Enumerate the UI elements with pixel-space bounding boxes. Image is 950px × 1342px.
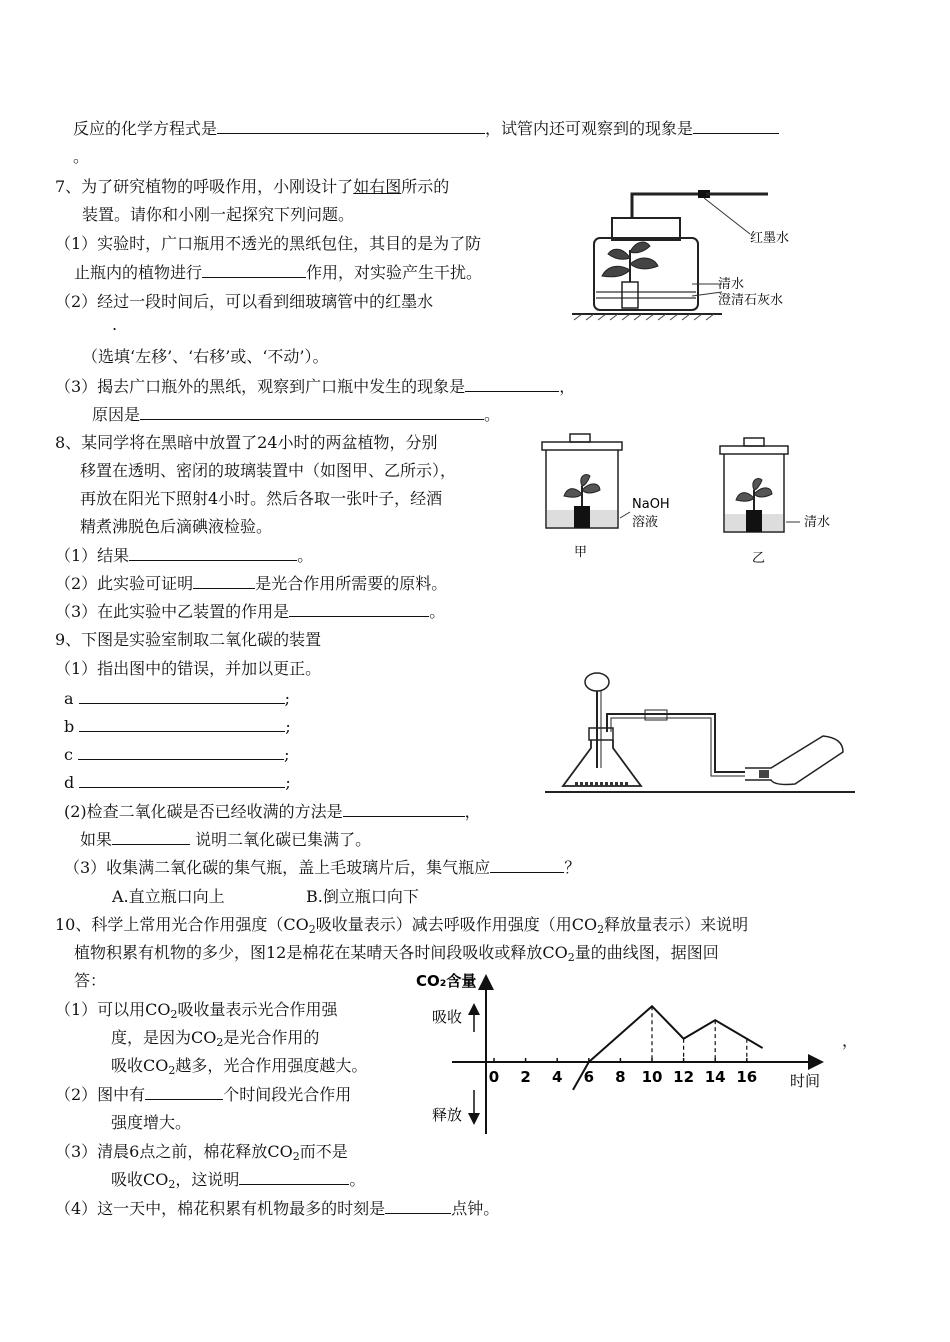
q9-item-a: a ; — [64, 689, 291, 708]
answer-blank[interactable] — [140, 404, 484, 420]
q9-item-c: c ; — [64, 745, 290, 764]
q7-part1: （1）实验时，广口瓶用不透光的黑纸包住，其目的是为了防 — [55, 234, 482, 253]
q9-apparatus-figure — [545, 668, 855, 796]
answer-blank[interactable] — [490, 857, 564, 873]
glass-tube — [632, 194, 706, 218]
q8-line1: 8、某同学将在黑暗中放置了24小时的两盆植物，分别 — [55, 433, 438, 452]
answer-blank[interactable] — [693, 118, 779, 134]
q8-bell-jar-figure — [530, 428, 850, 573]
x-tick-label: 10 — [641, 1068, 663, 1086]
q9-part3: （3）收集满二氧化碳的集气瓶，盖上毛玻璃片后，集气瓶应 ？ — [64, 858, 581, 877]
label-red-ink: 红墨水 — [750, 231, 790, 246]
q8-part3: （3）在此实验中乙装置的作用是 。 — [55, 602, 446, 621]
jar-jia-lid — [542, 442, 622, 450]
q7-part3-reason: 原因是 。 — [92, 405, 501, 424]
bag-clip — [759, 770, 769, 778]
q10-part1: （1）可以用$CO_2$吸收量表示光合作用强 — [55, 1000, 338, 1021]
q10-line2: 植物积累有机物的多少，图12是棉花在某晴天各时间段吸收或释放$CO_2$量的曲线图，据图回 — [74, 943, 719, 964]
jar-yi-leaves — [736, 478, 772, 501]
q9-part2: (2)检查二氧化碳是否已经收满的方法是 ， — [64, 802, 481, 821]
flask-body — [563, 740, 641, 786]
continuation-line: 反应的化学方程式是 ，试管内还可观察到的现象是 — [73, 118, 779, 140]
label-water: 清水 — [804, 515, 831, 530]
q7-title-2: 装置。请你和小刚一起探究下列问题。 — [82, 205, 355, 224]
q9-option-b[interactable]: B.倒立瓶口向下 — [306, 887, 419, 906]
label-yi: 乙 — [752, 551, 766, 566]
q7-part2-dot: . — [112, 315, 118, 334]
answer-blank[interactable] — [129, 545, 297, 561]
q9-item-d: d ; — [64, 773, 291, 792]
q10-part2-cont: 强度增大。 — [111, 1113, 192, 1132]
label-naoh: NaOH — [632, 497, 670, 512]
ink-pointer — [704, 198, 750, 234]
answer-blank[interactable] — [343, 801, 465, 817]
q7-part2-options: （选填‘左移’、‘右移’或、‘不动’）。 — [82, 347, 329, 366]
q8-line2: 移置在透明、密闭的玻璃装置中（如图甲、乙所示）， — [80, 461, 457, 480]
q10-part1-line2: 度，是因为$CO_2$是光合作用的 — [111, 1028, 320, 1049]
x-axis-label: 时间 — [790, 1072, 821, 1090]
q9-title: 9、下图是实验室制取二氧化碳的装置 — [55, 630, 322, 649]
q8-line3: 再放在阳光下照射4小时。然后各取一张叶子，经酒 — [80, 489, 443, 508]
label-jia: 甲 — [574, 545, 588, 560]
answer-blank[interactable] — [112, 829, 190, 845]
q10-line1: 10、科学上常用光合作用强度（$CO_2$吸收量表示）减去呼吸作用强度（用$CO_2$释放量表示）来说明 — [55, 915, 749, 936]
q7-jar-figure — [572, 180, 842, 325]
answer-blank[interactable] — [289, 601, 429, 617]
jar-jia-knob — [570, 434, 590, 442]
co2-series-line — [573, 1006, 763, 1090]
x-tick-label: 2 — [520, 1068, 531, 1086]
co2-curve-chart — [410, 962, 830, 1144]
q10-line3: 答： — [74, 971, 107, 990]
label-limewater: 澄清石灰水 — [718, 293, 784, 308]
x-tick-label: 14 — [704, 1068, 726, 1086]
answer-blank[interactable] — [145, 1084, 223, 1100]
label-water: 清水 — [718, 277, 745, 292]
label-solution: 溶液 — [632, 515, 659, 530]
q9-item-b: b ; — [64, 717, 291, 736]
q10-part4: （4）这一天中，棉花积累有机物最多的时刻是 点钟。 — [55, 1199, 500, 1218]
jar-jia-leaves — [564, 474, 600, 497]
naoh-pointer — [620, 512, 630, 518]
q10-part3: （3）清晨6点之前，棉花释放$CO_2$而不是 — [55, 1142, 348, 1163]
answer-blank[interactable] — [217, 118, 485, 134]
q8-line4: 精煮沸脱色后滴碘液检验。 — [80, 517, 273, 536]
answer-blank[interactable] — [79, 772, 285, 788]
chart-title: CO₂含量 — [416, 972, 477, 990]
x-tick-label: 6 — [583, 1068, 595, 1086]
answer-blank[interactable] — [79, 688, 285, 704]
jar-yi-pot — [746, 510, 762, 532]
pot — [622, 282, 638, 308]
q7-part3: （3）揭去广口瓶外的黑纸，观察到广口瓶中发生的现象是 ， — [55, 377, 576, 396]
jar-jia-pot — [574, 506, 590, 528]
q10-part2: （2）图中有 个时间段光合作用 — [55, 1085, 352, 1104]
q9-part2-cont: 如果 说明二氧化碳已集满了。 — [80, 830, 372, 849]
delivery-tube — [607, 714, 745, 772]
x-tick-label: 0 — [488, 1068, 500, 1086]
continuation-end: 。 — [73, 147, 90, 166]
q10-part1-line3: 吸收$CO_2$越多，光合作用强度越大。 — [111, 1056, 368, 1077]
jar-neck — [612, 218, 680, 240]
jar-yi-knob — [744, 438, 764, 446]
q9-option-a[interactable]: A.直立瓶口向上 — [112, 887, 225, 906]
q7-part1-cont: 止瓶内的植物进行 作用，对实验产生干扰。 — [74, 263, 483, 282]
jar-yi-lid — [720, 446, 788, 454]
q8-part2: （2）此实验可证明 是光合作用所需要的原料。 — [55, 574, 448, 593]
answer-blank[interactable] — [465, 376, 559, 392]
x-tick-label: 16 — [736, 1068, 758, 1086]
q7-part2: （2）经过一段时间后，可以看到细玻璃管中的红墨水 — [55, 292, 434, 311]
answer-blank[interactable] — [202, 262, 306, 278]
answer-blank[interactable] — [385, 1198, 451, 1214]
funnel-top — [585, 673, 609, 691]
answer-blank[interactable] — [79, 716, 285, 732]
delivery-tube-inner — [611, 718, 745, 776]
q8-part1: （1）结果 。 — [55, 546, 314, 565]
y-label-release: 释放 — [432, 1106, 463, 1124]
answer-blank[interactable] — [193, 573, 255, 589]
x-tick-label: 12 — [673, 1068, 695, 1086]
q10-comma: ， — [842, 1031, 859, 1050]
answer-blank[interactable] — [78, 744, 284, 760]
y-label-absorb: 吸收 — [432, 1008, 463, 1026]
q9-part1: （1）指出图中的错误，并加以更正。 — [55, 659, 322, 678]
q10-part3-cont: 吸收$CO_2$，这说明 。 — [111, 1170, 366, 1191]
q7-title: 7、为了研究植物的呼吸作用，小刚设计了如右图所示的 — [55, 177, 450, 196]
x-tick-label: 4 — [551, 1068, 563, 1086]
answer-blank[interactable] — [239, 1169, 349, 1185]
x-tick-label: 8 — [615, 1068, 626, 1086]
